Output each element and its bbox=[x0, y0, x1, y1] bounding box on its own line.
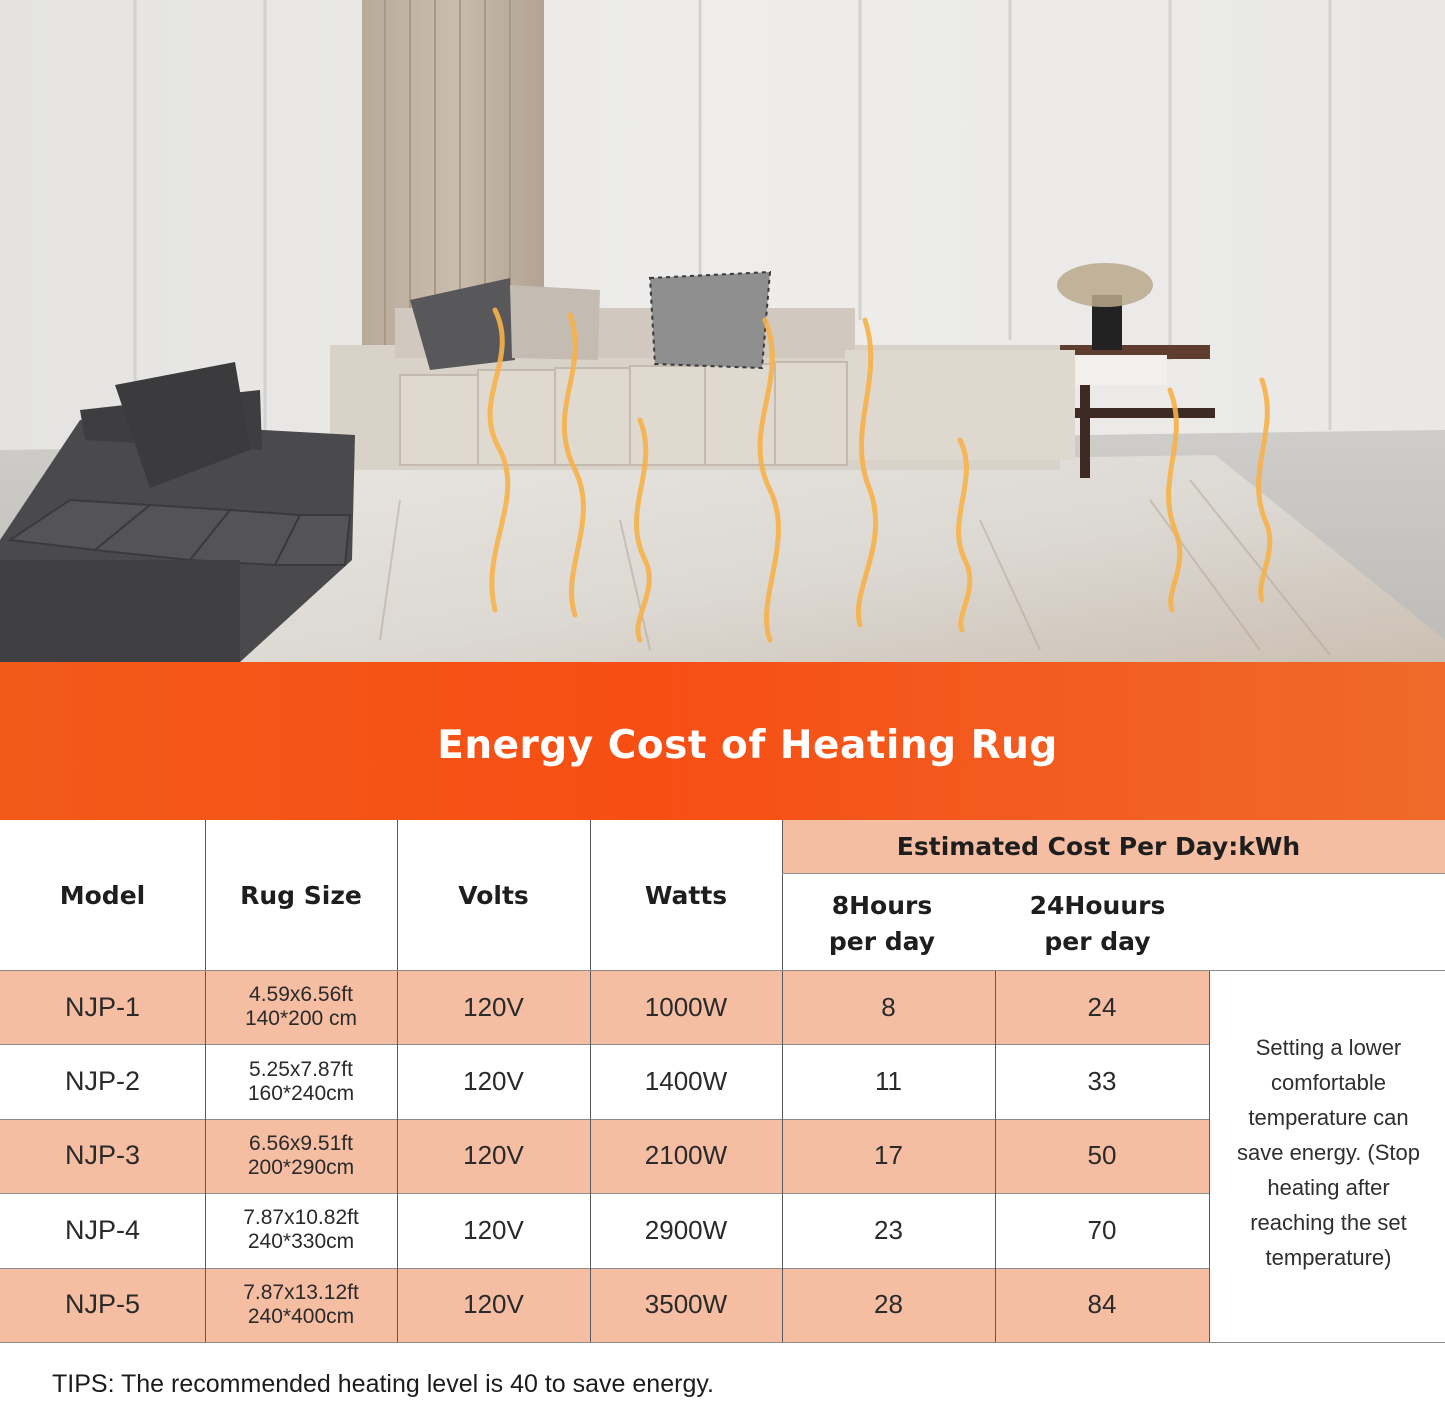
energy-saving-note bbox=[1212, 1030, 1445, 1275]
header-watts: Watts bbox=[644, 880, 728, 910]
cell-8-hours: 17 bbox=[874, 1140, 903, 1171]
header-8-hours-line2: per day bbox=[828, 927, 936, 956]
header-rug-size: Rug Size bbox=[240, 880, 362, 910]
estimated-cost-header bbox=[782, 820, 1445, 873]
rug-size-ft: 7.87x13.12ft bbox=[243, 1280, 359, 1304]
rug-size-cm: 240*330cm bbox=[247, 1230, 355, 1254]
rug-size-ft: 5.25x7.87ft bbox=[249, 1057, 353, 1081]
cell-watts: 2900W bbox=[644, 1214, 728, 1245]
header-24-hours bbox=[995, 885, 1200, 963]
cell-24-hours: 33 bbox=[1087, 1066, 1117, 1097]
cell-24-hours: 50 bbox=[1087, 1140, 1117, 1171]
cell-watts: 3500W bbox=[644, 1289, 728, 1320]
note-line: reaching the set bbox=[1250, 1210, 1407, 1235]
cell-model: NJP-1 bbox=[64, 991, 140, 1022]
cell-volts: 120V bbox=[463, 1214, 524, 1245]
living-room-photo bbox=[0, 0, 1445, 662]
estimated-cost-label: Estimated Cost Per Day:kWh bbox=[896, 832, 1301, 861]
rug-size-cm: 160*240cm bbox=[247, 1081, 355, 1105]
rug-size-cm: 240*400cm bbox=[247, 1304, 355, 1328]
cell-volts: 120V bbox=[463, 1140, 524, 1171]
rug-size-ft: 4.59x6.56ft bbox=[249, 983, 353, 1007]
rug-size-ft: 6.56x9.51ft bbox=[249, 1131, 353, 1155]
cell-8-hours: 23 bbox=[874, 1214, 903, 1245]
note-line: Setting a lower bbox=[1255, 1035, 1402, 1060]
cell-model: NJP-4 bbox=[64, 1214, 140, 1245]
cell-rug-size bbox=[205, 1044, 397, 1118]
note-line: comfortable bbox=[1271, 1070, 1386, 1095]
cell-24-hours: 70 bbox=[1087, 1214, 1117, 1245]
note-line: heating after bbox=[1267, 1175, 1390, 1200]
cell-volts: 120V bbox=[463, 1066, 524, 1097]
rug-size-cm: 140*200 cm bbox=[244, 1007, 358, 1031]
tips-text: TIPS: The recommended heating level is 40 to save energy. bbox=[52, 1370, 714, 1398]
cell-8-hours: 11 bbox=[875, 1066, 902, 1097]
cell-model: NJP-2 bbox=[64, 1066, 140, 1097]
header-24-hours-line2: per day bbox=[1044, 927, 1151, 956]
living-room-illustration bbox=[0, 0, 1445, 662]
header-volts: Volts bbox=[458, 880, 529, 910]
cell-volts: 120V bbox=[463, 1289, 524, 1320]
cell-24-hours: 24 bbox=[1087, 991, 1117, 1022]
cell-volts: 120V bbox=[463, 991, 524, 1022]
cell-watts: 2100W bbox=[644, 1140, 728, 1171]
cell-model: NJP-5 bbox=[64, 1289, 140, 1320]
cell-watts: 1400W bbox=[644, 1066, 728, 1097]
cell-rug-size bbox=[205, 1268, 397, 1342]
note-line: temperature can bbox=[1248, 1105, 1409, 1130]
cell-rug-size bbox=[205, 1193, 397, 1267]
cell-8-hours: 28 bbox=[874, 1289, 903, 1320]
cell-rug-size bbox=[205, 970, 397, 1044]
rug-size-cm: 200*290cm bbox=[247, 1155, 355, 1179]
cell-watts: 1000W bbox=[644, 991, 728, 1022]
cell-24-hours: 84 bbox=[1087, 1289, 1117, 1320]
banner-title: Energy Cost of Heating Rug bbox=[437, 722, 1058, 768]
rug-size-ft: 7.87x10.82ft bbox=[243, 1206, 359, 1230]
cell-model: NJP-3 bbox=[64, 1140, 140, 1171]
cell-rug-size bbox=[205, 1119, 397, 1193]
header-8-hours bbox=[782, 885, 982, 963]
header-model: Model bbox=[59, 880, 146, 910]
note-line: temperature) bbox=[1265, 1245, 1392, 1270]
title-banner bbox=[0, 662, 1445, 820]
houndstooth-pillow bbox=[650, 272, 770, 368]
cell-8-hours: 8 bbox=[881, 991, 896, 1022]
header-24-hours-line1: 24Houurs bbox=[1029, 891, 1166, 920]
header-8-hours-line1: 8Hours bbox=[831, 891, 933, 920]
note-line: save energy. (Stop bbox=[1236, 1140, 1421, 1165]
